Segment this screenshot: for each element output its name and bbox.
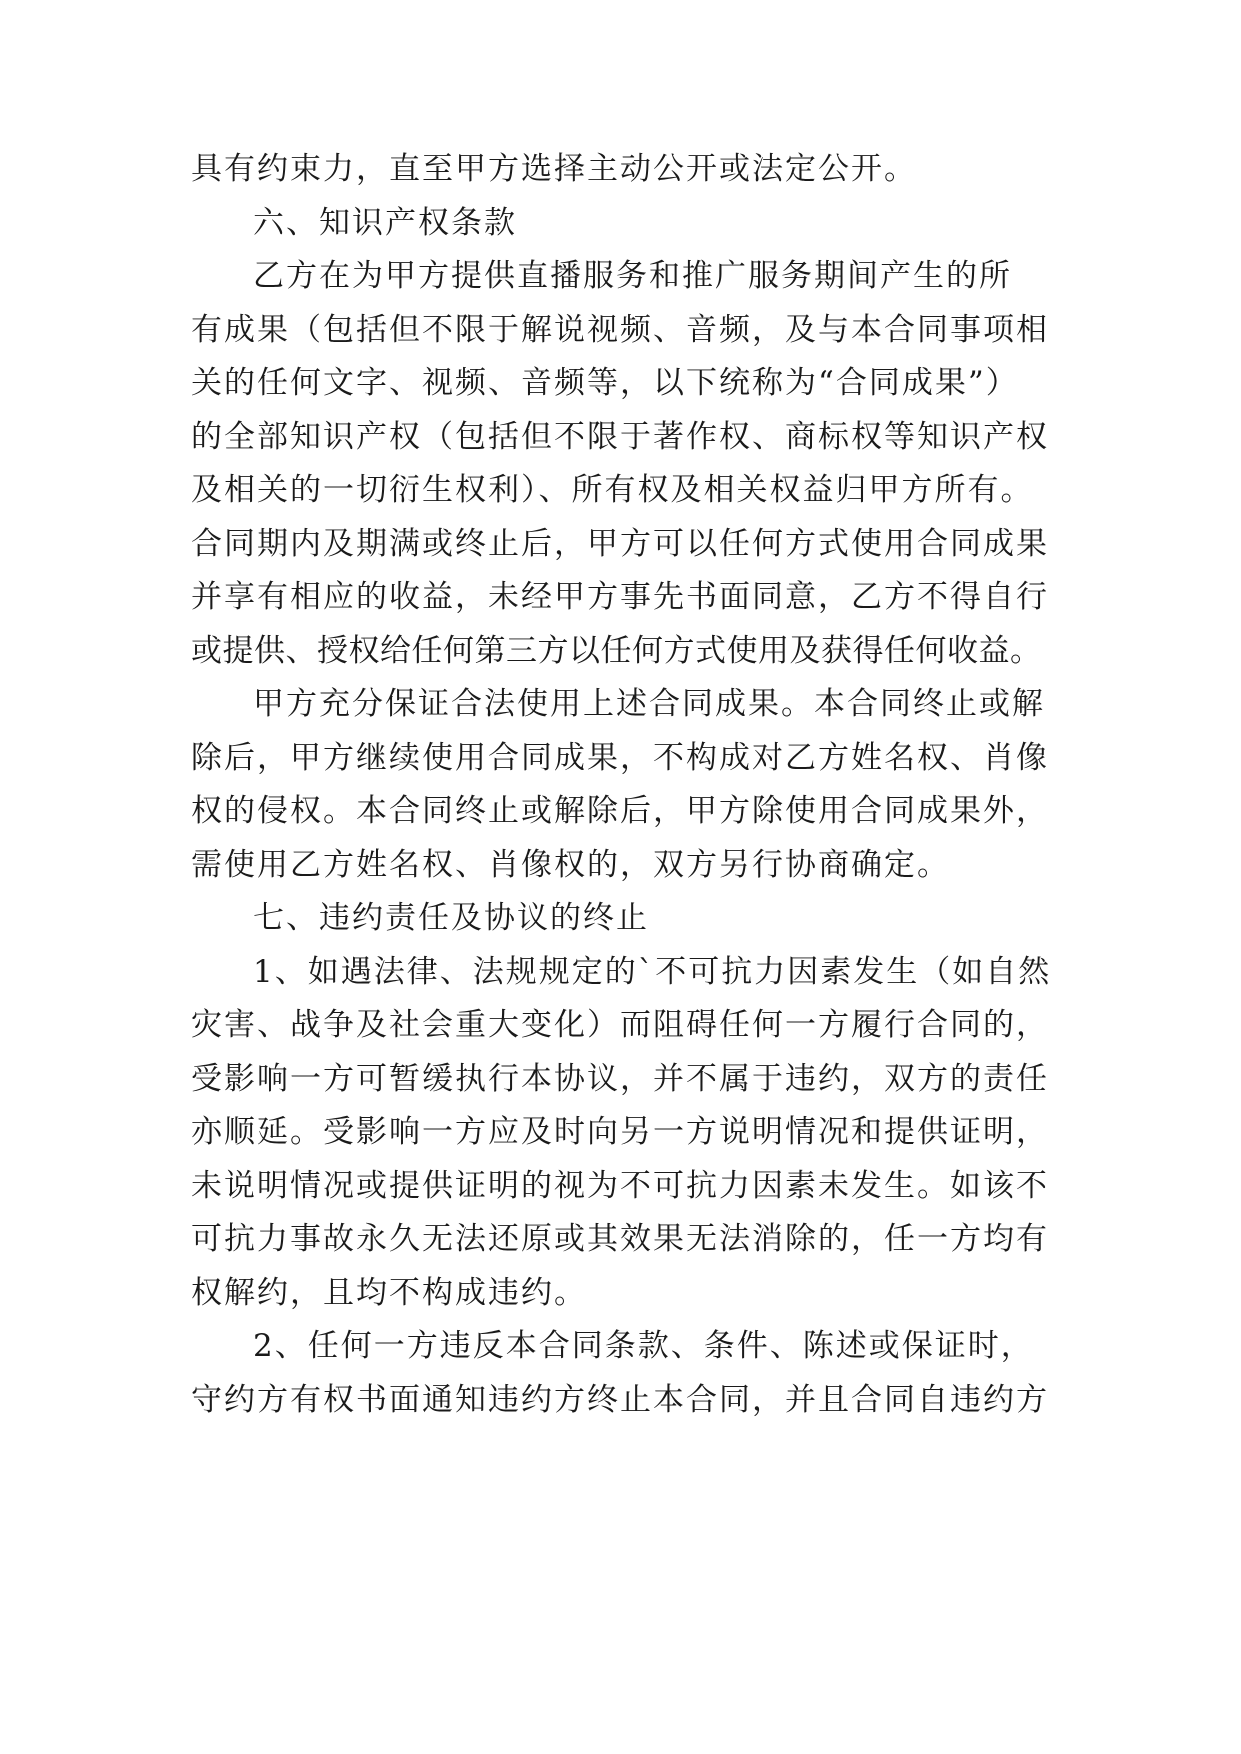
- text-line: 需使用乙方姓名权、肖像权的，双方另行协商确定。: [191, 847, 950, 883]
- text-line: 1、如遇法律、法规规定的`不可抗力因素发生（如自然: [253, 954, 1052, 990]
- text-line: 有成果（包括但不限于解说视频、音频，及与本合同事项相: [191, 312, 1049, 348]
- text-line: 甲方充分保证合法使用上述合同成果。本合同终止或解: [253, 686, 1045, 722]
- text-line: 关的任何文字、视频、音频等，以下统称为“合同成果”）: [191, 365, 1019, 401]
- text-line: 2、任何一方违反本合同条款、条件、陈述或保证时，: [253, 1328, 1034, 1364]
- text-line: 及相关的一切衍生权利）、所有权及相关权益归甲方所有。: [191, 472, 1034, 508]
- text-line: 除后，甲方继续使用合同成果，不构成对乙方姓名权、肖像: [191, 740, 1049, 776]
- section-heading: 六、知识产权条款: [253, 205, 517, 241]
- text-line: 并享有相应的收益，未经甲方事先书面同意，乙方不得自行: [191, 579, 1049, 615]
- text-line: 守约方有权书面通知违约方终止本合同，并且合同自违约方: [191, 1382, 1049, 1418]
- text-line: 可抗力事故永久无法还原或其效果无法消除的，任一方均有: [191, 1221, 1049, 1257]
- text-line: 未说明情况或提供证明的视为不可抗力因素未发生。如该不: [191, 1168, 1049, 1204]
- text-line: 乙方在为甲方提供直播服务和推广服务期间产生的所: [253, 258, 1012, 294]
- text-line: 受影响一方可暂缓执行本协议，并不属于违约，双方的责任: [191, 1061, 1049, 1097]
- text-line: 或提供、授权给任何第三方以任何方式使用及获得任何收益。: [191, 633, 1042, 669]
- text-line: 权的侵权。本合同终止或解除后，甲方除使用合同成果外，: [191, 793, 1049, 829]
- text-line: 的全部知识产权（包括但不限于著作权、商标权等知识产权: [191, 419, 1049, 455]
- text-line: 合同期内及期满或终止后，甲方可以任何方式使用合同成果: [191, 526, 1049, 562]
- text-line: 具有约束力，直至甲方选择主动公开或法定公开。: [191, 151, 917, 187]
- text-line: 灾害、战争及社会重大变化）而阻碍任何一方履行合同的，: [191, 1007, 1049, 1043]
- text-line: 权解约，且均不构成违约。: [191, 1275, 587, 1311]
- section-heading: 七、违约责任及协议的终止: [253, 900, 649, 936]
- text-line: 亦顺延。受影响一方应及时向另一方说明情况和提供证明，: [191, 1114, 1049, 1150]
